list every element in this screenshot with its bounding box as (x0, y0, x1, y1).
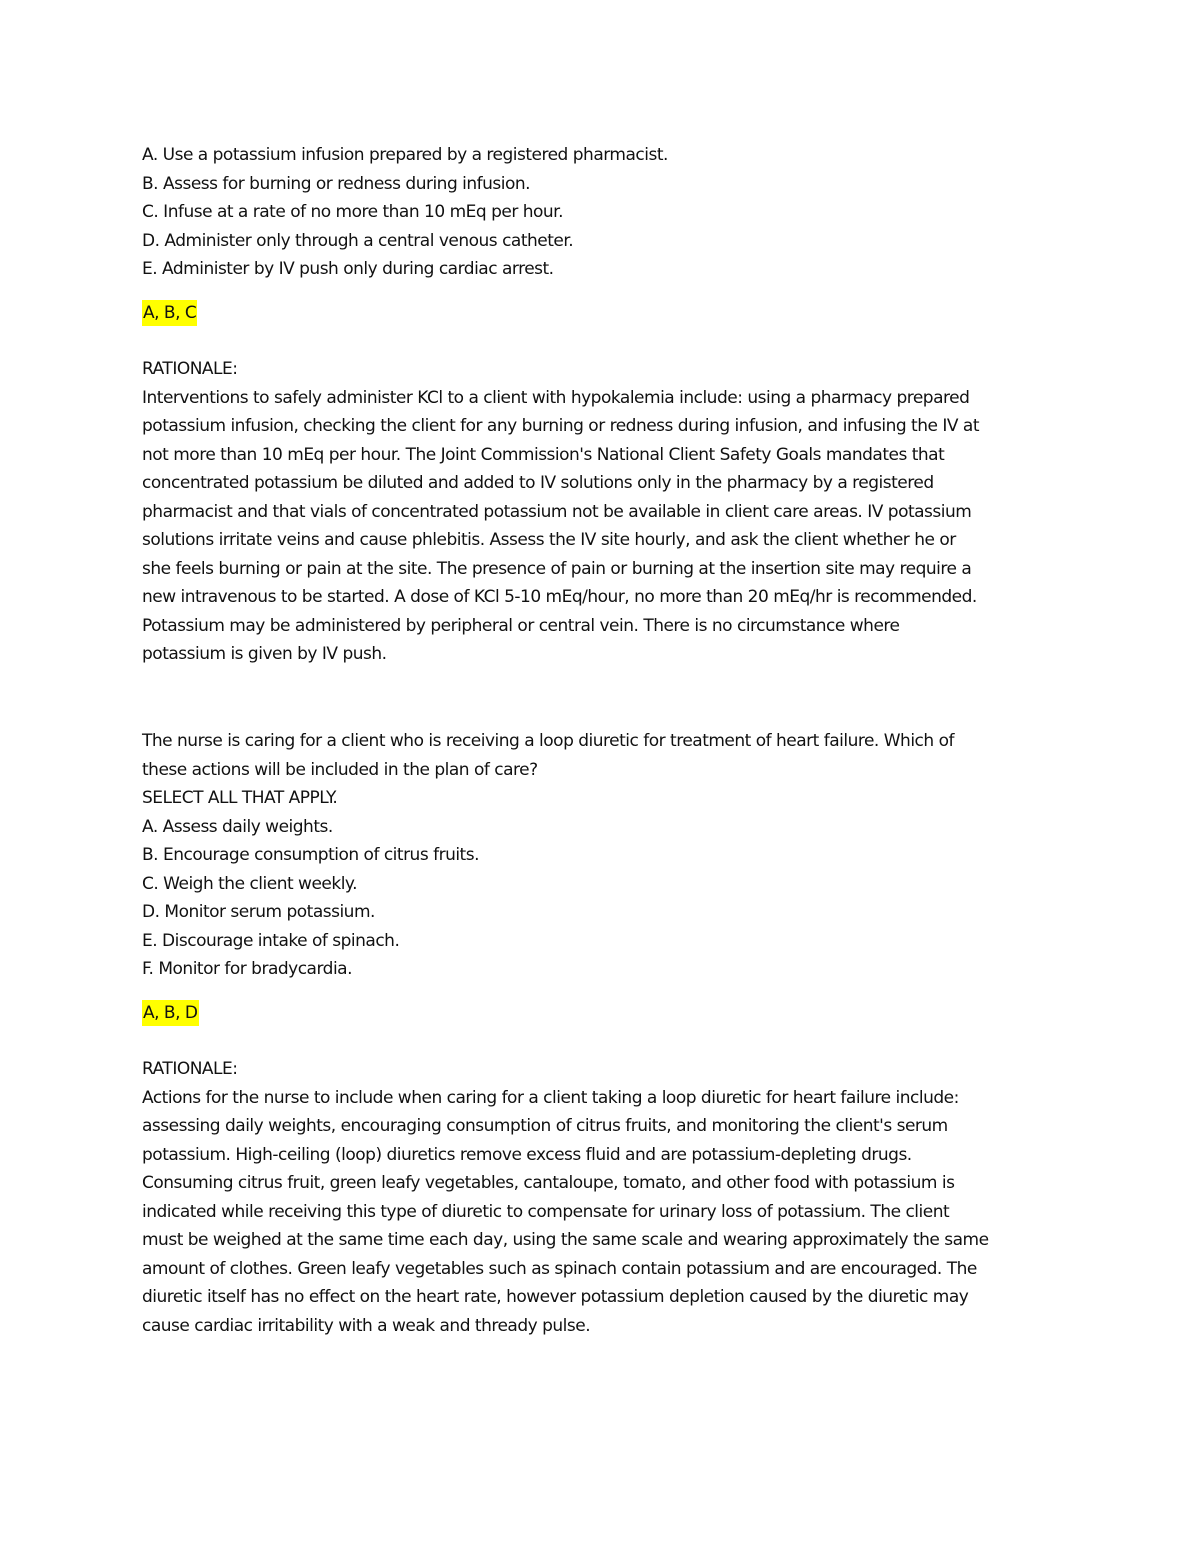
q2-rationale-line: amount of clothes. Green leafy vegetables such as spinach contain potassium and are encouraged. The (142, 1258, 977, 1279)
q1-rationale-line: she feels burning or pain at the site. The presence of pain or burning at the insertion site may require a (142, 558, 972, 579)
q1-rationale-line: potassium infusion, checking the client for any burning or redness during infusion, and infusing the IV at (142, 416, 979, 436)
q1-rationale (142, 355, 1062, 669)
q2-rationale-line: potassium. High-ceiling (loop) diuretics remove excess fluid and are potassium-depleting drugs. (142, 1144, 912, 1165)
q1-option-b: B. Assess for burning or redness during infusion. (142, 173, 531, 194)
q2-rationale-line: assessing daily weights, encouraging consumption of citrus fruits, and monitoring the client's serum (142, 1116, 948, 1136)
q1-rationale-line: solutions irritate veins and cause phlebitis. Assess the IV site hourly, and ask the client whether he or (142, 530, 956, 550)
q2-rationale-line: diuretic itself has no effect on the heart rate, however potassium depletion caused by the diuretic may (142, 1287, 969, 1307)
q2-answer-highlight: A, B, D (142, 1000, 199, 1026)
q2-answer-block (142, 1000, 1062, 1026)
q1-rationale-line: Potassium may be administered by peripheral or central vein. There is no circumstance where (142, 615, 900, 636)
q1-rationale-line: potassium is given by IV push. (142, 644, 387, 664)
q1-option-a: A. Use a potassium infusion prepared by a registered pharmacist. (142, 145, 668, 165)
q2-rationale-label: RATIONALE: (142, 1059, 238, 1079)
q2-rationale-line: cause cardiac irritability with a weak and thready pulse. (142, 1315, 591, 1336)
q1-rationale-line: pharmacist and that vials of concentrated potassium not be available in client care areas. IV potassium (142, 501, 972, 522)
q2-option-c: C. Weigh the client weekly. (142, 873, 357, 894)
q2-rationale-line: Consuming citrus fruit, green leafy vegetables, cantaloupe, tomato, and other food with potassium is (142, 1173, 955, 1193)
q1-rationale-line: not more than 10 mEq per hour. The Joint Commission's National Client Safety Goals mandates that (142, 444, 945, 465)
q2-question-line: these actions will be included in the plan of care? (142, 759, 538, 780)
q1-answer-highlight: A, B, C (142, 300, 197, 326)
q1-option-c: C. Infuse at a rate of no more than 10 mEq per hour. (142, 202, 563, 222)
q2-rationale (142, 1055, 1062, 1340)
q1-options (142, 141, 1062, 284)
q2-rationale-line: must be weighed at the same time each day, using the same scale and wearing approximately the same (142, 1230, 989, 1250)
q2-question-line: The nurse is caring for a client who is receiving a loop diuretic for treatment of heart failure. Which of (142, 731, 954, 751)
q2-option-a: A. Assess daily weights. (142, 816, 333, 837)
q1-rationale-line: new intravenous to be started. A dose of KCl 5-10 mEq/hour, no more than 20 mEq/hr is recommended. (142, 587, 977, 607)
q2-option-d: D. Monitor serum potassium. (142, 902, 375, 922)
q2-rationale-line: Actions for the nurse to include when caring for a client taking a loop diuretic for heart failure include: (142, 1087, 959, 1108)
q1-rationale-line: Interventions to safely administer KCl to a client with hypokalemia include: using a pharmacy prepared (142, 387, 970, 408)
q2-option-f: F. Monitor for bradycardia. (142, 959, 352, 979)
q1-option-d: D. Administer only through a central venous catheter. (142, 230, 574, 251)
q2-option-e: E. Discourage intake of spinach. (142, 930, 400, 951)
q2-option-b: B. Encourage consumption of citrus fruits. (142, 845, 479, 865)
q1-option-e: E. Administer by IV push only during cardiac arrest. (142, 259, 554, 279)
q2-rationale-line: indicated while receiving this type of diuretic to compensate for urinary loss of potassium. The client (142, 1201, 950, 1222)
q2-instruction: SELECT ALL THAT APPLY. (142, 788, 338, 808)
q1-rationale-label: RATIONALE: (142, 359, 238, 379)
q1-answer-block (142, 300, 1062, 326)
q2-question (142, 727, 1062, 984)
q1-rationale-line: concentrated potassium be diluted and added to IV solutions only in the pharmacy by a registered (142, 473, 934, 493)
